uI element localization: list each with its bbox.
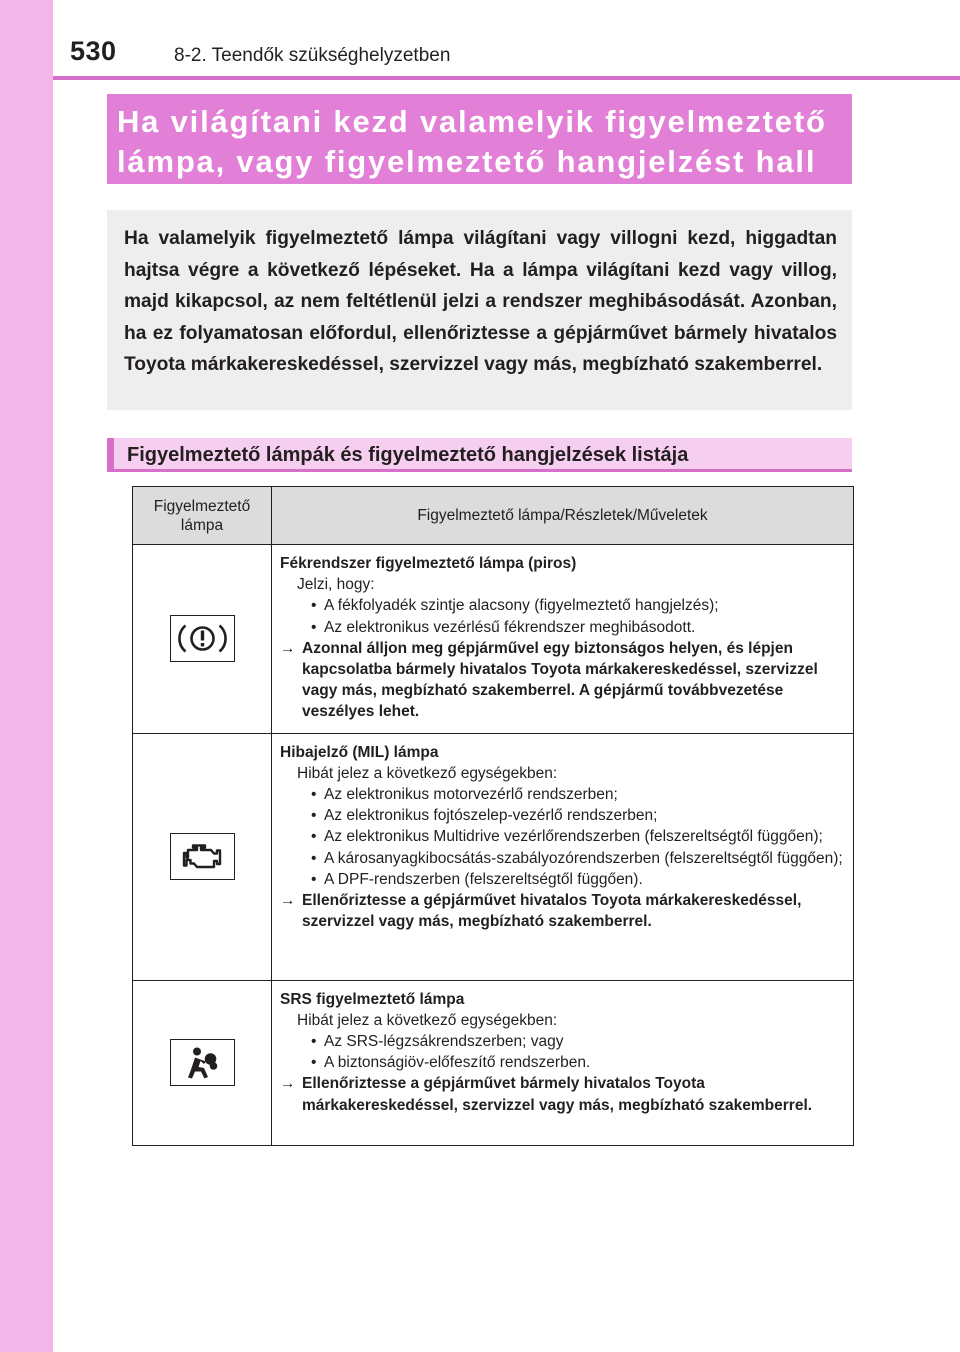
- bullet-item: • Az elektronikus fojtószelep-vezérlő rendszerben;: [280, 805, 845, 826]
- action-label: Ellenőriztesse a gépjárművet bármely hivatalos Toyota márkakereskedéssel, szervizzel vagy más, megbízható szakemberrel.: [302, 1075, 813, 1114]
- side-color-strip: [0, 0, 53, 1352]
- page-title-line-2: lámpa, vagy figyelmeztető hangjelzést hall: [117, 144, 817, 179]
- action-label: Ellenőriztesse a gépjárművet hivatalos Toyota márkakereskedéssel, szervizzel vagy más, megbízható szakemberrel.: [302, 892, 802, 931]
- page-title-box: [107, 94, 852, 184]
- arrow-icon: →: [280, 892, 296, 910]
- page-title-line-1: Ha világítani kezd valamelyik figyelmeztető: [117, 104, 827, 139]
- row-intro: Hibát jelez a következő egységekben:: [297, 764, 558, 782]
- row-title: Fékrendszer figyelmeztető lámpa (piros): [280, 555, 577, 572]
- table-row: [133, 980, 854, 1145]
- description-cell: [272, 733, 854, 980]
- row-title: SRS figyelmeztető lámpa: [280, 990, 465, 1008]
- brake-warning-icon: [170, 615, 235, 662]
- intro-text: Ha valamelyik figyelmeztető lámpa világítani vagy villogni kezd, higgadtan hajtsa végre a következő lépéseket. Ha a lámpa világítani kezd vagy villog, majd kikapcsol, az nem feltétlenül jelzi a rendszer meghibásodását. Azonban, ha ez folyamatosan előfordul, ellenőriztesse a gépjárművet bármely hivatalos Toyota márkakereskedéssel, szervizzel vagy más, megbízható szakemberrel.: [124, 228, 837, 375]
- description-cell: [272, 980, 854, 1145]
- header-divider: [53, 76, 960, 80]
- bullet-item: • Az SRS-légzsákrendszerben; vagy: [280, 1031, 845, 1052]
- section-header-title: 8-2. Teendők szükséghelyzetben: [174, 45, 451, 66]
- engine-check-icon: [170, 833, 235, 880]
- action-text: [280, 890, 845, 932]
- icon-cell: [133, 980, 272, 1145]
- bullet-item: • Az elektronikus Multidrive vezérlőrendszerben (felszereltségtől függően);: [280, 826, 845, 847]
- warning-lights-table: [132, 486, 854, 1146]
- bullet-item: • A károsanyagkibocsátás-szabályozórendszerben (felszereltségtől függően);: [280, 848, 845, 869]
- arrow-icon: →: [280, 639, 296, 657]
- bullet-item: • Az elektronikus motorvezérlő rendszerben;: [280, 784, 845, 805]
- icon-cell: [133, 733, 272, 980]
- bullet-item: • A DPF-rendszerben (felszereltségtől függően).: [280, 869, 845, 890]
- row-intro: Hibát jelez a következő egységekben:: [297, 1011, 558, 1029]
- action-text: [280, 638, 845, 723]
- section-heading: Figyelmeztető lámpák és figyelmeztető hangjelzések listája: [107, 438, 852, 472]
- description-cell: [272, 545, 854, 734]
- row-title: Hibajelző (MIL) lámpa: [280, 743, 439, 761]
- bullet-item: • A biztonságiöv-előfeszítő rendszerben.: [280, 1052, 845, 1073]
- column-header-details: Figyelmeztető lámpa/Részletek/Műveletek: [272, 487, 854, 545]
- table-row: [133, 733, 854, 980]
- bullet-item: • Az elektronikus vezérlésű fékrendszer meghibásodott.: [280, 617, 845, 638]
- arrow-icon: →: [280, 1075, 296, 1093]
- icon-cell: [133, 545, 272, 734]
- table-row: [133, 545, 854, 734]
- bullet-item: • A fékfolyadék szintje alacsony (figyelmeztető hangjelzés);: [280, 595, 845, 616]
- intro-box: [107, 210, 852, 410]
- page-number: 530: [70, 36, 117, 66]
- srs-airbag-icon: [170, 1039, 235, 1086]
- table-header-row: [133, 487, 854, 545]
- action-text: [280, 1073, 845, 1115]
- action-label: Azonnal álljon meg gépjárművel egy biztonságos helyen, és lépjen kapcsolatba bármely hivatalos Toyota márkakereskedéssel, szervizzel vagy más, megbízható szakemberrel. A gépjármű továbbvezetése veszélyes lehet.: [302, 639, 818, 721]
- column-header-light: Figyelmeztető lámpa: [133, 487, 272, 545]
- row-intro: Jelzi, hogy:: [297, 576, 375, 594]
